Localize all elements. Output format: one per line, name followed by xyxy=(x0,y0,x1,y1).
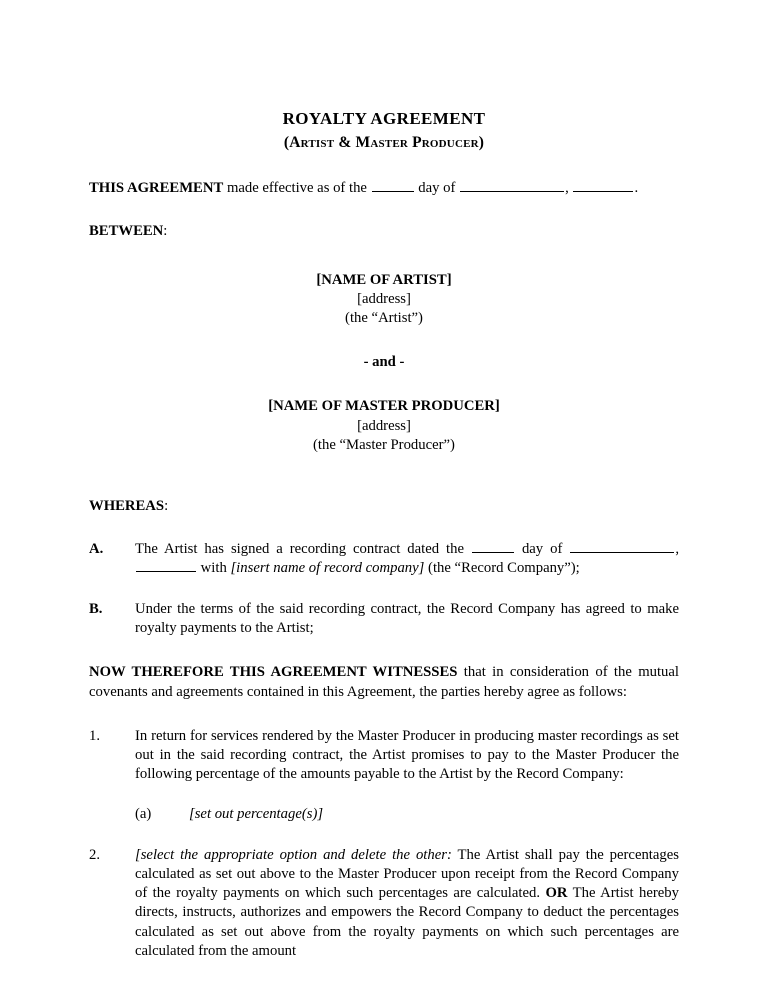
recital-a-text-2: day of xyxy=(514,540,570,557)
intro-lead: THIS AGREEMENT xyxy=(89,179,224,196)
now-therefore-paragraph xyxy=(89,663,679,701)
clause-1 xyxy=(89,727,679,784)
clause-2-placeholder[interactable]: [select the appropriate option and delete the other: xyxy=(135,847,452,864)
intro-text-3: , xyxy=(565,179,573,196)
blank-year[interactable] xyxy=(573,179,633,192)
blank-recital-day[interactable] xyxy=(472,540,514,553)
recital-a-label: A. xyxy=(89,540,104,557)
intro-paragraph xyxy=(89,179,679,198)
party-producer-name: [NAME OF MASTER PRODUCER] xyxy=(268,398,500,415)
recital-a-text-5: (the “Record Company”); xyxy=(424,560,580,577)
whereas-label xyxy=(89,497,679,516)
recital-b-body: Under the terms of the said recording contract, the Record Company has agreed to make royalty payments to the Artist; xyxy=(135,601,679,637)
blank-recital-month[interactable] xyxy=(570,540,674,553)
recital-b-label: B. xyxy=(89,601,103,618)
blank-day[interactable] xyxy=(372,179,414,192)
recital-a xyxy=(89,540,679,578)
page-subtitle: (Artist & Master Producer) xyxy=(283,133,485,151)
page-title: ROYALTY AGREEMENT xyxy=(282,109,486,128)
blank-recital-year[interactable] xyxy=(136,559,196,572)
intro-text-1: made effective as of the xyxy=(223,179,371,196)
and-separator: - and - xyxy=(363,354,405,371)
between-label xyxy=(89,222,679,241)
clause-1-sub-item-a-label: (a) xyxy=(135,805,152,822)
recital-a-text-4: with xyxy=(197,560,231,577)
clause-2-label: 2. xyxy=(89,847,101,864)
party-artist-name: [NAME OF ARTIST] xyxy=(316,272,452,289)
between-colon: : xyxy=(163,223,168,240)
clause-2-text-2: The Artist hereby directs, instructs, authorizes and empowers the Record Company to deduct the percentages calculated as set out above from the royalty payments on which such percentages are calculated from the amount xyxy=(135,885,679,959)
clause-2-body xyxy=(135,846,679,961)
recital-a-body xyxy=(135,540,679,578)
clause-1-sub-item-a xyxy=(89,805,679,824)
recital-a-placeholder[interactable]: [insert name of record company] xyxy=(230,560,425,577)
now-therefore-text: that in consideration of the mutual covenants and agreements contained in this Agreement, the parties hereby agree as follows: xyxy=(89,664,680,700)
clause-2 xyxy=(89,846,679,961)
clause-1-body: In return for services rendered by the Master Producer in producing master recordings as set out in the said recording contract, the Artist promises to pay to the Master Producer the following percentage of the amounts payable to the Artist by the Record Company: xyxy=(135,727,679,782)
clause-2-text-1: The Artist shall pay the percentages calculated as set out above to the Master Producer upon receipt from the Record Company of the royalty payments on which such percentages are calculated. xyxy=(135,847,679,902)
intro-text-4: . xyxy=(634,179,639,196)
document-body xyxy=(89,108,679,961)
whereas-label-text: WHEREAS xyxy=(89,497,165,514)
clause-1-label: 1. xyxy=(89,727,101,744)
party-artist xyxy=(89,271,679,328)
clause-1-sub-item-a-placeholder[interactable]: [set out percentage(s)] xyxy=(189,805,324,822)
party-artist-defined: (the “Artist”) xyxy=(345,310,423,327)
recital-a-text-3: , xyxy=(675,540,679,557)
intro-text-2: day of xyxy=(414,179,460,196)
between-label-text: BETWEEN xyxy=(89,223,164,240)
party-master-producer xyxy=(89,397,679,454)
blank-month[interactable] xyxy=(460,179,564,192)
clause-2-or-label: OR xyxy=(545,885,568,902)
recital-a-text-1: The Artist has signed a recording contract dated the xyxy=(135,540,471,557)
party-artist-address: [address] xyxy=(357,291,411,308)
now-therefore-lead: NOW THEREFORE THIS AGREEMENT WITNESSES xyxy=(89,664,458,681)
party-producer-defined: (the “Master Producer”) xyxy=(313,436,455,453)
recital-b xyxy=(89,600,679,638)
party-producer-address: [address] xyxy=(357,417,411,434)
whereas-colon: : xyxy=(164,497,169,514)
